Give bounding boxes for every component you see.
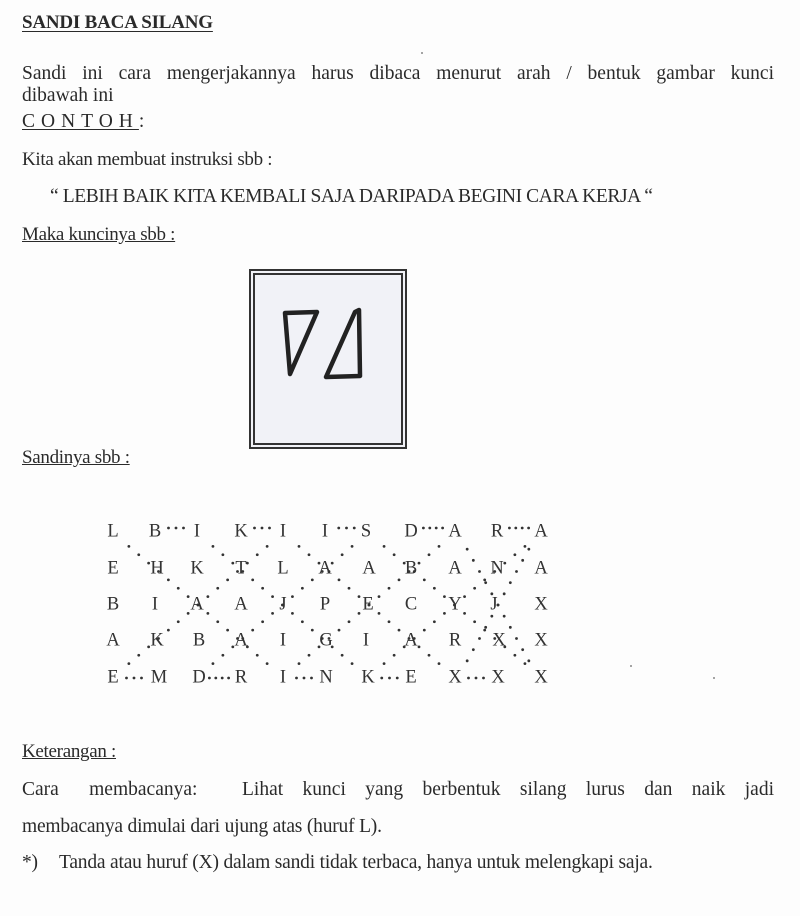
grid-cell: B [148, 521, 162, 542]
grid-cell: K [150, 630, 164, 651]
reading-instruction-line-1 [22, 779, 774, 801]
grid-cell: A [234, 630, 248, 651]
document-title: SANDI BACA SILANG [22, 12, 213, 33]
grid-cell: I [279, 667, 287, 688]
grid-cell: B [192, 630, 206, 651]
grid-cell: L [277, 558, 289, 579]
grid-cell: X [534, 630, 548, 651]
grid-cell: S [360, 521, 372, 542]
grid-cell: X [534, 594, 548, 615]
grid-cell: C [404, 594, 418, 615]
grid-cell: T [235, 558, 247, 579]
grid-cell: I [279, 630, 287, 651]
grid-cell: I [321, 521, 329, 542]
key-label: Maka kuncinya sbb : [22, 224, 176, 245]
grid-cell: X [492, 630, 506, 651]
grid-cell: E [107, 667, 119, 688]
intro-line-2: dibawah ini [22, 85, 114, 106]
grid-cell: X [534, 667, 548, 688]
grid-cell: B [404, 558, 418, 579]
notes-heading: Keterangan : [22, 741, 116, 762]
grid-cell: I [151, 594, 159, 615]
grid-cell: I [362, 630, 370, 651]
cipher-label: Sandinya sbb : [22, 447, 130, 468]
grid-cell: B [106, 594, 120, 615]
footnote [22, 852, 653, 874]
grid-cell: R [490, 521, 504, 542]
reading-text-1: Lihat kunci yang berbentuk silang lurus dan naik jadi [242, 779, 774, 800]
grid-cell: J [279, 594, 287, 615]
grid-cell: K [190, 558, 204, 579]
scan-speck [630, 665, 632, 667]
grid-cell: M [150, 667, 168, 688]
grid-cell: A [448, 521, 462, 542]
grid-cell: R [234, 667, 248, 688]
grid-cell: Y [448, 594, 462, 615]
intro-line-1: Sandi ini cara mengerjakannya harus dibaca menurut arah / bentuk gambar kunci [22, 63, 774, 84]
grid-cell: A [106, 630, 120, 651]
grid-cell: D [404, 521, 418, 542]
footnote-marker: *) [22, 852, 38, 873]
grid-cell: E [107, 558, 119, 579]
grid-cell: A [190, 594, 204, 615]
grid-cell: P [319, 594, 331, 615]
grid-cell: L [107, 521, 119, 542]
reading-label: Cara membacanya [22, 779, 192, 800]
footnote-text: Tanda atau huruf (X) dalam sandi tidak terbaca, hanya untuk melengkapi saja. [59, 852, 653, 873]
grid-cell: E [405, 667, 417, 688]
scan-speck [421, 52, 423, 54]
grid-cell: X [448, 667, 462, 688]
scan-speck [713, 677, 715, 679]
grid-cell: A [534, 558, 548, 579]
contoh-colon: : [138, 111, 151, 132]
example-message: “ LEBIH BAIK KITA KEMBALI SAJA DARIPADA BEGINI CARA KERJA “ [50, 186, 653, 207]
reading-separator: : [192, 779, 198, 800]
grid-cell: I [279, 521, 287, 542]
grid-cell: K [361, 667, 375, 688]
grid-cell: A [534, 521, 548, 542]
contoh-label: CONTOH [22, 111, 139, 132]
grid-cell: N [490, 558, 504, 579]
grid-cell: N [319, 667, 333, 688]
reading-text-2: membacanya dimulai dari ujung atas (huruf L). [22, 816, 382, 837]
grid-cell: X [491, 667, 505, 688]
grid-cell: A [448, 558, 462, 579]
grid-cell: I [193, 521, 201, 542]
grid-cell: G [319, 630, 333, 651]
grid-cell: D [192, 667, 206, 688]
grid-cell: J [490, 594, 498, 615]
grid-cell: K [234, 521, 248, 542]
instruction-label: Kita akan membuat instruksi sbb : [22, 149, 273, 170]
grid-cell: A [404, 630, 418, 651]
grid-cell: A [234, 594, 248, 615]
grid-cell: A [362, 558, 376, 579]
grid-cell: R [448, 630, 462, 651]
grid-cell: H [150, 558, 164, 579]
grid-cell: A [318, 558, 332, 579]
grid-cell: E [362, 594, 374, 615]
